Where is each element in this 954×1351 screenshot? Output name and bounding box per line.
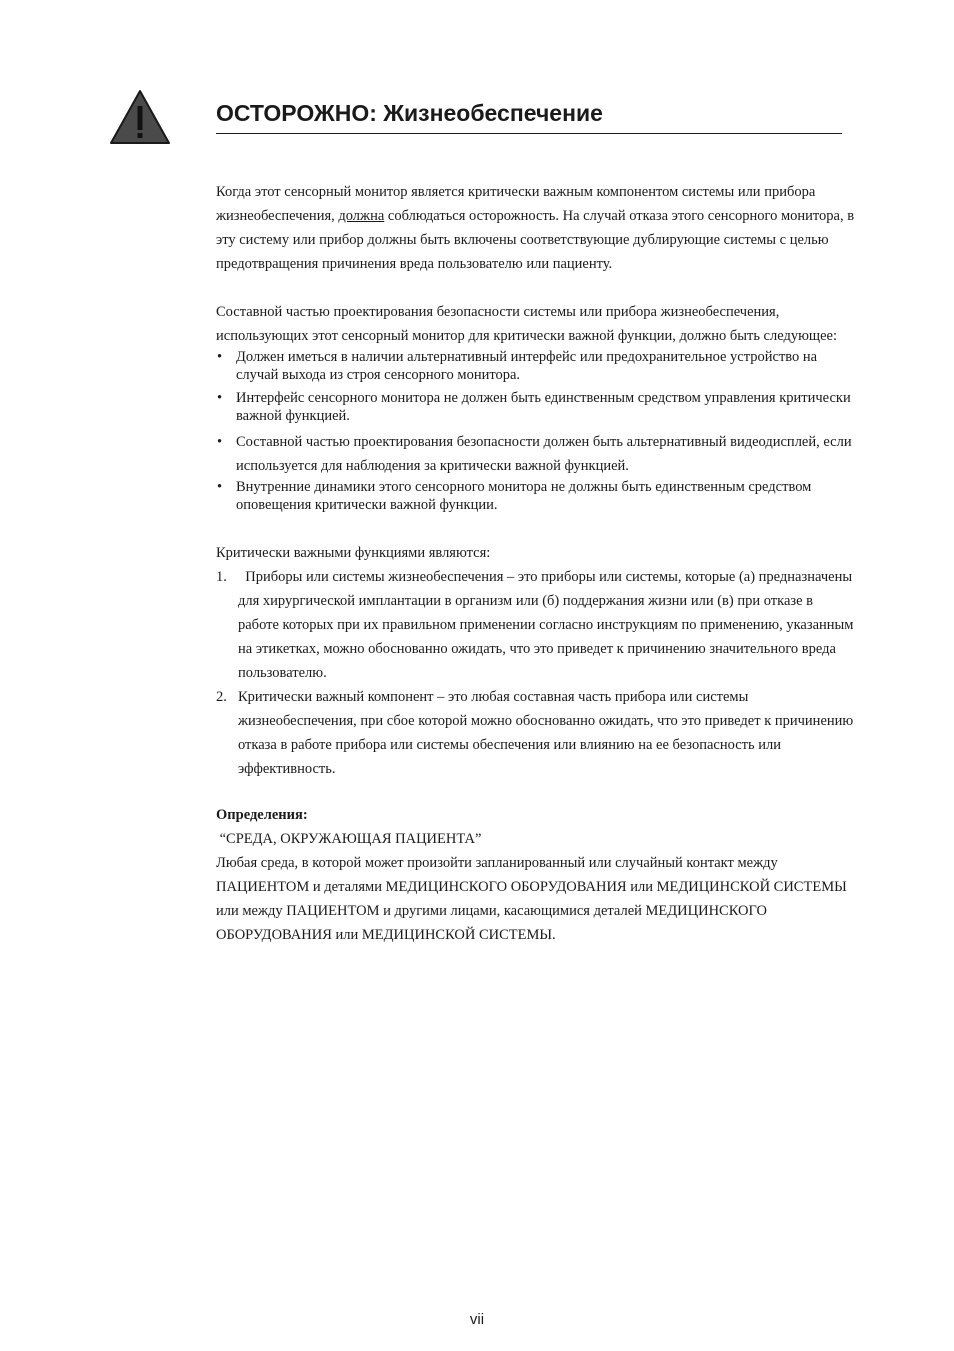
intro-text-after: соблюдаться осторожность. На случай отказа этого сенсорного монитора, в эту систему или прибор должны быть включены соответствующие дублирующие системы с целью предотвращения причинения вреда пользователю или пациенту. (216, 208, 855, 272)
page-title: ОСТОРОЖНО: Жизнеобеспечение (216, 98, 842, 134)
intro-paragraph (216, 180, 856, 276)
list-item (216, 389, 856, 425)
design-lead-paragraph: Составной частью проектирования безопасности системы или прибора жизнеобеспечения, использующих этот сенсорный монитор для критически важной функции, должно быть следующее: (216, 304, 838, 344)
definitions-heading: Определения: (216, 807, 308, 823)
list-number: 1. (216, 569, 227, 585)
critical-functions-list (216, 565, 856, 781)
definition-text: Любая среда, в которой может произойти запланированный или случайный контакт между ПАЦИЕНТОМ и деталями МЕДИЦИНСКОГО ОБОРУДОВАНИЯ или МЕДИЦИНСКОЙ СИСТЕМЫ или между ПАЦИЕНТОМ и другими лицами, касающимися деталей МЕДИЦИНСКОГО ОБОРУДОВАНИЯ или МЕДИЦИНСКОЙ СИСТЕМЫ. (216, 855, 847, 943)
intro-underlined-word: должна (338, 208, 385, 224)
list-item-text: Критически важный компонент – это любая составная часть прибора или системы жизнеобеспечения, при сбое которой можно обоснованно ожидать, что это приведет к причинению отказа в работе прибора или системы обеспечения или влиянию на ее безопасность или эффективность. (238, 689, 854, 777)
list-item-text: Приборы или системы жизнеобеспечения – это приборы или системы, которые (а) предназначены для хирургической имплантации в организм или (б) поддержания жизни или (в) при отказе в работе которых при их правильном применении согласно инструкциям по применению, указанным на этикетках, можно обоснованно ожидать, что это приведет к причинению значительного вреда пользователю. (238, 569, 858, 681)
bullet-mark: • (217, 390, 223, 406)
document-body (216, 180, 856, 947)
list-item (216, 430, 856, 478)
list-item (216, 565, 856, 685)
list-item-text: Составной частью проектирования безопасности должен быть альтернативный видеодисплей, если используется для наблюдения за критически важной функцией. (236, 434, 852, 474)
bullet-mark: • (217, 434, 223, 450)
list-item-text: Должен иметься в наличии альтернативный интерфейс или предохранительное устройство на случай выхода из строя сенсорного монитора. (236, 349, 818, 383)
list-item (216, 478, 856, 514)
list-item (216, 348, 856, 384)
critical-functions-lead: Критически важными функциями являются: (216, 545, 491, 561)
bullet-mark: • (217, 479, 223, 495)
warning-triangle-icon (108, 88, 172, 146)
page-number: vii (469, 1311, 485, 1328)
list-item-text: Внутренние динамики этого сенсорного монитора не должны быть единственным средством оповещения критически важной функции. (236, 479, 812, 513)
list-number: 2. (216, 689, 227, 705)
list-item-text: Интерфейс сенсорного монитора не должен быть единственным средством управления критически важной функцией. (236, 390, 851, 424)
definition-term: “СРЕДА, ОКРУЖАЮЩАЯ ПАЦИЕНТА” (216, 831, 482, 847)
bullet-mark: • (217, 349, 223, 365)
design-requirements-list (216, 348, 856, 514)
intro-text-before: Когда этот сенсорный монитор является критически важным компонентом системы или прибора жизнеобеспечения, (216, 184, 816, 224)
list-item (216, 685, 856, 781)
